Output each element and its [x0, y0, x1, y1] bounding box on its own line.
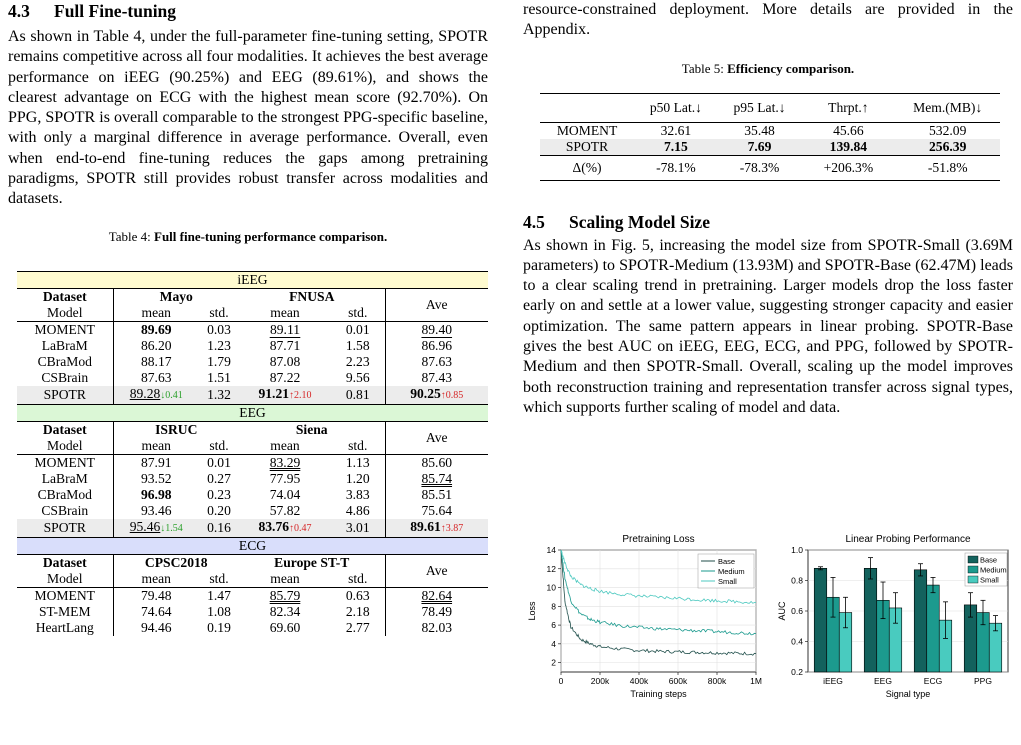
- table4-value: 74.04: [269, 486, 301, 502]
- auc-legend-label: Medium: [980, 565, 1007, 575]
- table4-value: 93.52: [140, 470, 172, 486]
- table4-value: 87.63: [140, 369, 172, 385]
- paragraph-continuation: resource-constrained deployment. More details are provided in the Appendix.: [523, 1, 1013, 39]
- table4-mean-cell: [113, 454, 199, 471]
- table4-row: [17, 370, 488, 386]
- table4-value: 87.91: [140, 454, 172, 470]
- table4-mean-cell: [239, 487, 331, 503]
- table4-row: [17, 454, 488, 471]
- table5-cell: 139.84: [829, 138, 868, 154]
- table5-cell: 32.61: [634, 122, 718, 139]
- table4-value: SPOTR: [43, 519, 86, 535]
- table5-caption-title: Efficiency comparison.: [727, 60, 855, 76]
- loss-xtick-label: 200k: [590, 676, 610, 686]
- table4-dataset-label: Dataset: [17, 421, 113, 438]
- table4-value: 77.95: [269, 470, 301, 486]
- section-number: 4.3: [8, 1, 30, 21]
- table4-std-cell: [199, 587, 239, 604]
- loss-ytick-label: 6: [551, 620, 556, 631]
- table4-mean-cell: [113, 354, 199, 370]
- table4-delta: ↓1.54: [160, 522, 183, 534]
- table4-std-cell: [331, 587, 385, 604]
- table4-std-cell: [199, 604, 239, 620]
- table4-std-cell: [199, 454, 239, 471]
- table4-delta: ↑2.10: [289, 389, 312, 401]
- table4-value: 1.58: [345, 337, 370, 353]
- auc-ytick-label: 0.2: [791, 667, 803, 677]
- table4-ave-header: Ave: [385, 421, 488, 454]
- table4-value: 87.22: [269, 369, 301, 385]
- table4-value: 86.20: [140, 337, 172, 353]
- table4-value: 1.20: [345, 470, 370, 486]
- table4-ave-cell: [385, 503, 488, 519]
- table4-value: 69.60: [269, 619, 301, 635]
- table4-value: 82.03: [421, 619, 453, 635]
- table4-std-header: std.: [209, 304, 229, 320]
- auc-category-label: PPG: [974, 676, 992, 686]
- table4-value: HeartLang: [35, 619, 94, 635]
- loss-chart-title: Pretraining Loss: [622, 534, 695, 545]
- table4-model-cell: [17, 587, 113, 604]
- table4-model-label: Model: [17, 571, 113, 588]
- table4-std-header: std.: [348, 304, 368, 320]
- table4-value: 1.32: [207, 386, 231, 402]
- table5-cell: MOMENT: [540, 122, 634, 139]
- table5-cell: 7.69: [747, 138, 772, 154]
- table4-modality-row: [17, 537, 488, 554]
- table4-value: 85.51: [421, 486, 453, 502]
- table4-caption: [8, 229, 488, 245]
- table4-std-header: std.: [348, 437, 368, 453]
- auc-legend-swatch: [968, 566, 978, 573]
- table4-ave-cell: [385, 620, 488, 636]
- table4-dataset-label: Dataset: [17, 554, 113, 571]
- table4-row: [17, 604, 488, 620]
- section-title: Full Fine-tuning: [54, 1, 177, 21]
- table4-ave-cell: [385, 454, 488, 471]
- loss-ytick-label: 8: [551, 601, 556, 612]
- table4-delta: ↑0.47: [289, 522, 312, 534]
- loss-xtick-label: 1M: [750, 676, 762, 686]
- table5-cell: -51.8%: [895, 155, 1000, 180]
- table4-value: CSBrain: [41, 369, 89, 385]
- table4-std-cell: [331, 338, 385, 354]
- table4-dataset-row: [17, 421, 488, 438]
- table4-value: 91.21: [258, 385, 290, 401]
- table4-model-cell: [17, 338, 113, 354]
- table4-ave-cell: [385, 354, 488, 370]
- table4-value: 2.23: [345, 353, 370, 369]
- table4-value: SPOTR: [43, 386, 86, 402]
- table4-caption-prefix: Table 4:: [108, 228, 155, 244]
- table4-mean-cell: [113, 370, 199, 386]
- table4-ave-cell: [385, 604, 488, 620]
- table4-value: 87.63: [421, 353, 453, 369]
- table4-value: 82.64: [421, 587, 453, 603]
- table4-mean-header: mean: [270, 437, 300, 453]
- table4-std-cell: [331, 354, 385, 370]
- table4-model-cell: [17, 519, 113, 538]
- table5-cell: +206.3%: [801, 155, 895, 180]
- table4-ave-header: Ave: [385, 288, 488, 321]
- table5-cell: SPOTR: [565, 138, 609, 154]
- table4-mean-cell: [113, 338, 199, 354]
- table5-caption: [523, 61, 1013, 77]
- table4-mean-cell: [239, 386, 331, 405]
- table4-row: [17, 487, 488, 503]
- table4-row: [17, 519, 488, 538]
- table4-modality-row: [17, 271, 488, 288]
- table4-value: CBraMod: [37, 486, 92, 502]
- loss-legend-label: Base: [718, 557, 736, 566]
- table4-std-header: std.: [209, 437, 229, 453]
- table4-modality-label: iEEG: [17, 271, 488, 288]
- auc-bar-base: [864, 568, 877, 672]
- table5-cell: -78.3%: [718, 155, 802, 180]
- table4-value: 86.96: [421, 337, 453, 353]
- table4-dataset-name: ISRUC: [155, 421, 198, 437]
- table4-mean-cell: [239, 604, 331, 620]
- table4-ave-cell: [385, 587, 488, 604]
- table4-value: 83.29: [269, 454, 301, 470]
- table5-row: [540, 122, 1000, 139]
- table4-value: 0.03: [207, 321, 231, 337]
- table4-dataset-name: Mayo: [159, 288, 193, 304]
- table4-ave-header: Ave: [385, 554, 488, 587]
- table4-value: 2.18: [345, 603, 370, 619]
- table4-value: 0.19: [207, 619, 231, 635]
- table4-model-cell: [17, 487, 113, 503]
- table4-value: 75.64: [421, 502, 453, 518]
- table4-row: [17, 386, 488, 405]
- table4-value: LaBraM: [41, 470, 88, 486]
- table4-std-cell: [199, 620, 239, 636]
- paragraph-scaling: As shown in Fig. 5, increasing the model size from SPOTR-Small (3.69M parameters) to SPOTR-Medium (13.93M) and SPOTR-Base (62.47M) leads to a clear scaling trend in pretraining. Larger models drop the loss faster early on and settle at a lower value, suggesting stronger capacity and easier optimization. The same pattern appears in linear probing. SPOTR-Base gives the best AUC on iEEG, EEG, ECG, and PPG, followed by SPOTR-Medium and then SPOTR-Small. Overall, scaling up the model improves both reconstruction training and representation transfer across signal types, which supports further scaling of model and data.: [523, 236, 1013, 416]
- table4-value: 93.46: [140, 502, 172, 518]
- table4-std-cell: [331, 370, 385, 386]
- table4-value: 89.28: [129, 385, 161, 401]
- table4-std-cell: [199, 487, 239, 503]
- table4-dataset-row: [17, 554, 488, 571]
- table5-cell: 256.39: [929, 138, 967, 154]
- paragraph-full-finetuning: As shown in Table 4, under the full-parameter fine-tuning setting, SPOTR remains competitive across all four modalities. It achieves the best average performance on iEEG (90.25%) and EEG (89.61%), and shows the clearest advantage on ECG with the highest mean score (92.70%). On PPG, SPOTR is overall comparable to the strongest PPG-specific baseline, with only a marginal difference in average performance. Overall, even when end-to-end fine-tuning reduces the gaps among pretraining paradigms, SPOTR still provides robust transfer across modalities and datasets.: [8, 28, 488, 208]
- table4-value: 89.61: [410, 518, 441, 534]
- table4-ave-cell: [385, 338, 488, 354]
- loss-xtick-label: 400k: [629, 676, 649, 686]
- table4-row: [17, 338, 488, 354]
- table4-value: 89.69: [140, 321, 172, 337]
- table4-value: 74.64: [140, 603, 172, 619]
- table4-modality-label: EEG: [17, 404, 488, 421]
- table4-std-cell: [331, 620, 385, 636]
- table4-row: [17, 620, 488, 636]
- loss-xtick-label: 600k: [668, 676, 688, 686]
- table4-model-cell: [17, 354, 113, 370]
- section-title: Scaling Model Size: [569, 211, 710, 232]
- table4-mean-cell: [239, 471, 331, 487]
- table4-row: [17, 587, 488, 604]
- table4-value: 1.79: [207, 353, 231, 369]
- table4-value: 96.98: [140, 486, 172, 502]
- table4-mean-cell: [113, 321, 199, 338]
- table4-mean-cell: [239, 321, 331, 338]
- table4-value: 1.08: [207, 603, 231, 619]
- table4-value: 1.47: [207, 587, 231, 603]
- table4-value: CBraMod: [37, 353, 92, 369]
- table4-value: 85.79: [269, 587, 301, 603]
- table4-model-cell: [17, 454, 113, 471]
- table4-value: 3.01: [345, 519, 370, 535]
- table4-std-cell: [331, 471, 385, 487]
- table4-model-label: Model: [17, 305, 113, 322]
- loss-ytick-label: 10: [546, 582, 556, 593]
- table4-std-cell: [199, 519, 239, 538]
- table4-mean-cell: [239, 454, 331, 471]
- table4-delta: ↑3.87: [440, 522, 464, 534]
- table4-value: 82.34: [269, 603, 301, 619]
- table4-mean-header: mean: [141, 437, 171, 453]
- table4-value: 0.63: [345, 587, 370, 603]
- table4-value: MOMENT: [34, 321, 95, 337]
- table4-value: 88.17: [140, 353, 172, 369]
- table5: [540, 93, 1000, 181]
- table4-value: 85.60: [421, 454, 453, 470]
- table4-ave-cell: [385, 519, 488, 538]
- table5-caption-prefix: Table 5:: [681, 60, 728, 76]
- table4-value: 0.23: [207, 486, 231, 502]
- table4-std-cell: [331, 519, 385, 538]
- table4-std-cell: [199, 503, 239, 519]
- table4-dataset-name: Siena: [295, 421, 328, 437]
- table4-std-cell: [199, 338, 239, 354]
- table4-row: [17, 321, 488, 338]
- table5-cell: 45.66: [801, 122, 895, 139]
- auc-legend-swatch: [968, 556, 978, 563]
- table4-value: 0.27: [207, 470, 231, 486]
- table5-row: [540, 139, 1000, 156]
- table4-value: 0.01: [207, 454, 231, 470]
- table5-cell: -78.1%: [634, 155, 718, 180]
- table4-mean-header: mean: [141, 570, 171, 586]
- table4-mean-cell: [113, 487, 199, 503]
- table4-row: [17, 503, 488, 519]
- table4-dataset-name: CPSC2018: [144, 554, 208, 570]
- table5-header-cell: p50 Lat.↓: [649, 99, 702, 115]
- table4-value: 1.51: [207, 369, 231, 385]
- auc-bar-base: [814, 568, 827, 672]
- table4: [17, 271, 488, 636]
- auc-category-label: iEEG: [823, 676, 843, 686]
- table4-mean-cell: [239, 370, 331, 386]
- auc-ytick-label: 1.0: [791, 545, 803, 555]
- table4-mean-header: mean: [270, 304, 300, 320]
- table4-caption-title: Full fine-tuning performance comparison.: [154, 228, 388, 244]
- loss-ytick-label: 4: [551, 638, 556, 649]
- table4-value: 4.86: [345, 502, 370, 518]
- auc-category-label: EEG: [874, 676, 892, 686]
- table4-mean-header: mean: [270, 570, 300, 586]
- table4-model-cell: [17, 471, 113, 487]
- table4-value: 1.13: [345, 454, 370, 470]
- loss-ytick-label: 14: [546, 545, 556, 555]
- table4-mean-cell: [239, 587, 331, 604]
- table4-std-cell: [199, 321, 239, 338]
- table4-std-cell: [331, 604, 385, 620]
- auc-ytick-label: 0.8: [791, 575, 803, 586]
- table4-std-cell: [199, 471, 239, 487]
- table4-mean-cell: [239, 503, 331, 519]
- auc-x-axis-label: Signal type: [885, 689, 931, 699]
- table4-std-cell: [331, 321, 385, 338]
- loss-legend-label: Medium: [718, 567, 745, 576]
- table4-mean-cell: [113, 471, 199, 487]
- table4-value: 0.16: [207, 519, 231, 535]
- auc-ytick-label: 0.6: [791, 606, 803, 616]
- table4-std-cell: [331, 487, 385, 503]
- table4-ave-cell: [385, 487, 488, 503]
- table4-std-header: std.: [348, 570, 368, 586]
- table4-value: 1.23: [207, 337, 231, 353]
- table4-dataset-label: Dataset: [17, 288, 113, 305]
- table4-model-cell: [17, 321, 113, 338]
- table4-model-cell: [17, 386, 113, 405]
- right-column: [523, 0, 1013, 699]
- table4-mean-cell: [113, 386, 199, 405]
- table4-modality-row: [17, 404, 488, 421]
- table4-ave-cell: [385, 370, 488, 386]
- table4-row: [17, 354, 488, 370]
- section-number: 4.5: [523, 211, 545, 232]
- table5-cell: 7.15: [663, 138, 688, 154]
- table4-value: 0.01: [345, 321, 370, 337]
- table5-delta-row: [540, 155, 1000, 180]
- table4-model-cell: [17, 620, 113, 636]
- auc-ytick-label: 0.4: [791, 636, 803, 647]
- loss-y-axis-label: Loss: [527, 601, 537, 621]
- table4-delta: ↓0.41: [160, 389, 183, 401]
- table4-mean-cell: [239, 620, 331, 636]
- table4-value: 95.46: [129, 518, 161, 534]
- table5-cell: 532.09: [895, 122, 1000, 139]
- table5-header-row: [540, 93, 1000, 122]
- auc-y-axis-label: AUC: [777, 601, 787, 621]
- table4-value: 3.83: [345, 486, 370, 502]
- table4-value: 9.56: [345, 369, 370, 385]
- table4-value: ST-MEM: [38, 603, 91, 619]
- table4-model-cell: [17, 604, 113, 620]
- table4-model-cell: [17, 503, 113, 519]
- table4-value: MOMENT: [34, 587, 95, 603]
- table4-ave-cell: [385, 321, 488, 338]
- table4-std-cell: [199, 354, 239, 370]
- table4-ave-cell: [385, 386, 488, 405]
- table4-value: 78.49: [421, 603, 453, 619]
- table4-row: [17, 471, 488, 487]
- table4-value: 79.48: [140, 587, 172, 603]
- table4-mean-header: mean: [141, 304, 171, 320]
- table4-model-cell: [17, 370, 113, 386]
- table4-value: 89.11: [269, 321, 301, 337]
- table4-value: MOMENT: [34, 454, 95, 470]
- auc-chart-title: Linear Probing Performance: [845, 534, 971, 545]
- table4-ave-cell: [385, 471, 488, 487]
- table4-value: 94.46: [140, 619, 172, 635]
- table4-std-cell: [331, 503, 385, 519]
- table4-value: 87.43: [421, 369, 453, 385]
- section-heading-4-3: [8, 0, 488, 22]
- table4-mean-cell: [113, 620, 199, 636]
- table4-value: 89.40: [421, 321, 453, 337]
- table4-value: 85.74: [421, 470, 453, 486]
- table5-cell: Δ(%): [540, 155, 634, 180]
- table4-mean-cell: [239, 338, 331, 354]
- table4-value: 57.82: [269, 502, 301, 518]
- auc-legend-swatch: [968, 576, 978, 583]
- table4-std-cell: [331, 454, 385, 471]
- table4-std-cell: [199, 370, 239, 386]
- table4-value: 83.76: [258, 518, 290, 534]
- table4-dataset-row: [17, 288, 488, 305]
- table4-delta: ↑0.85: [440, 389, 464, 401]
- table4-mean-cell: [113, 604, 199, 620]
- table4-value: 0.20: [207, 502, 231, 518]
- loss-legend-label: Small: [718, 577, 737, 586]
- table4-dataset-name: Europe ST-T: [274, 554, 350, 570]
- table4-value: 2.77: [345, 619, 370, 635]
- table4-value: 0.81: [345, 386, 370, 402]
- table4-mean-cell: [113, 587, 199, 604]
- table4-std-cell: [199, 386, 239, 405]
- loss-ytick-label: 2: [551, 657, 556, 668]
- table4-dataset-name: FNUSA: [289, 288, 335, 304]
- loss-x-axis-label: Training steps: [630, 689, 687, 699]
- table5-header-cell: [540, 93, 634, 122]
- table4-value: 87.08: [269, 353, 301, 369]
- auc-bar-medium: [927, 585, 940, 672]
- table4-value: 87.71: [269, 337, 301, 353]
- table5-cell: 35.48: [718, 122, 802, 139]
- table4-mean-cell: [113, 503, 199, 519]
- auc-legend-label: Small: [980, 575, 999, 585]
- table5-header-cell: Mem.(MB)↓: [913, 99, 983, 115]
- section-heading-4-5: [523, 211, 1013, 233]
- table4-mean-cell: [239, 354, 331, 370]
- table4-value: CSBrain: [41, 502, 89, 518]
- table5-header-cell: p95 Lat.↓: [733, 99, 786, 115]
- loss-xtick-label: 0: [558, 676, 564, 686]
- table4-modality-label: ECG: [17, 537, 488, 554]
- table5-header-cell: Thrpt.↑: [828, 99, 869, 115]
- auc-legend-label: Base: [980, 555, 998, 565]
- table4-std-header: std.: [209, 570, 229, 586]
- figure-5: [523, 532, 1013, 742]
- table4-mean-cell: [239, 519, 331, 538]
- left-column: [8, 0, 488, 636]
- table4-value: LaBraM: [41, 337, 88, 353]
- loss-ytick-label: 12: [546, 563, 556, 574]
- table4-value: 90.25: [410, 385, 441, 401]
- table4-mean-cell: [113, 519, 199, 538]
- loss-xtick-label: 800k: [707, 676, 727, 686]
- table4-std-cell: [331, 386, 385, 405]
- auc-category-label: ECG: [923, 676, 943, 686]
- auc-bar-base: [914, 570, 927, 672]
- table4-model-label: Model: [17, 438, 113, 455]
